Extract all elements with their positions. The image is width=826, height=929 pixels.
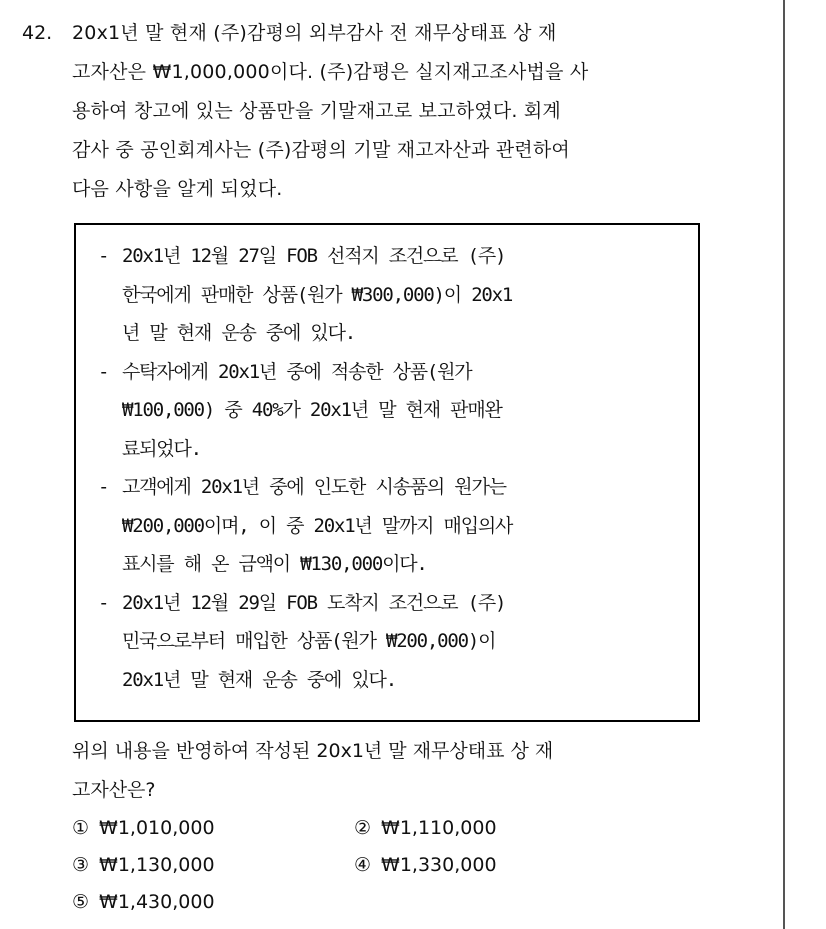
- box-item-line: [76, 430, 698, 469]
- choice-value: ₩1,130,000: [99, 854, 215, 876]
- choice-marker: ②: [354, 817, 372, 839]
- intro-line: 감사 중 공인회계사는 (주)감평의 기말 재고자산과 관련하여: [72, 139, 570, 161]
- box-item-text: 료되었다.: [122, 437, 201, 460]
- box-item-text: 수탁자에게 20x1년 중에 적송한 상품(원가: [122, 360, 472, 383]
- question-prompt: [72, 732, 772, 810]
- box-item-line: [76, 468, 698, 507]
- choice-value: ₩1,010,000: [99, 817, 215, 839]
- choice-3[interactable]: [72, 847, 215, 884]
- choice-value: ₩1,430,000: [99, 891, 215, 913]
- box-item-line: [76, 507, 698, 546]
- box-item-line: [76, 276, 698, 315]
- column-divider: [783, 0, 785, 929]
- box-item-text: ₩200,000이며, 이 중 20x1년 말까지 매입의사: [122, 514, 513, 537]
- choice-value: ₩1,330,000: [381, 854, 497, 876]
- box-item-line: [76, 622, 698, 661]
- intro-line: 다음 사항을 알게 되었다.: [72, 178, 283, 200]
- box-item-text: 20x1년 12월 29일 FOB 도착지 조건으로 (주): [122, 591, 506, 614]
- choice-value: ₩1,110,000: [381, 817, 497, 839]
- box-item-text: 민국으로부터 매입한 상품(원가 ₩200,000)이: [122, 630, 496, 652]
- prompt-line: 고자산은?: [72, 779, 156, 801]
- box-item-line: [76, 314, 698, 353]
- intro-line: 20x1년 말 현재 (주)감평의 외부감사 전 재무상태표 상 재: [72, 22, 557, 44]
- choice-marker: ③: [72, 854, 90, 876]
- question-intro: [72, 14, 772, 209]
- bullet-dash: -: [98, 245, 109, 267]
- choice-marker: ①: [72, 817, 90, 839]
- box-item-text: 20x1년 말 현재 운송 중에 있다.: [122, 668, 396, 691]
- box-item-text: 년 말 현재 운송 중에 있다.: [122, 322, 355, 344]
- box-item-text: 고객에게 20x1년 중에 인도한 시송품의 원가는: [122, 476, 506, 498]
- choice-2[interactable]: [354, 810, 497, 847]
- box-item-line: [76, 237, 698, 276]
- choice-5[interactable]: [72, 884, 215, 921]
- question-number: 42.: [22, 22, 53, 44]
- intro-line: 고자산은 ₩1,000,000이다. (주)감평은 실지재고조사법을 사: [72, 61, 589, 83]
- box-item-text: 표시를 해 온 금액이 ₩130,000이다.: [122, 553, 427, 575]
- box-item-text: 한국에게 판매한 상품(원가 ₩300,000)이 20x1: [122, 283, 513, 306]
- prompt-line: 위의 내용을 반영하여 작성된 20x1년 말 재무상태표 상 재: [72, 740, 554, 762]
- box-item-line: [76, 545, 698, 584]
- bullet-dash: -: [98, 476, 109, 498]
- bullet-dash: -: [98, 360, 109, 383]
- choice-marker: ④: [354, 854, 372, 876]
- choice-marker: ⑤: [72, 891, 90, 913]
- bullet-dash: -: [98, 591, 109, 614]
- box-item-line: [76, 353, 698, 392]
- answer-choices: [72, 810, 772, 921]
- facts-box: [74, 223, 700, 722]
- box-item-line: [76, 661, 698, 700]
- choice-1[interactable]: [72, 810, 215, 847]
- box-item-text: 20x1년 12월 27일 FOB 선적지 조건으로 (주): [122, 245, 506, 267]
- box-item-line: [76, 584, 698, 623]
- intro-line: 용하여 창고에 있는 상품만을 기말재고로 보고하였다. 회계: [72, 100, 561, 122]
- box-item-line: [76, 391, 698, 430]
- choice-4[interactable]: [354, 847, 497, 884]
- box-item-text: ₩100,000) 중 40%가 20x1년 말 현재 판매완: [122, 399, 502, 421]
